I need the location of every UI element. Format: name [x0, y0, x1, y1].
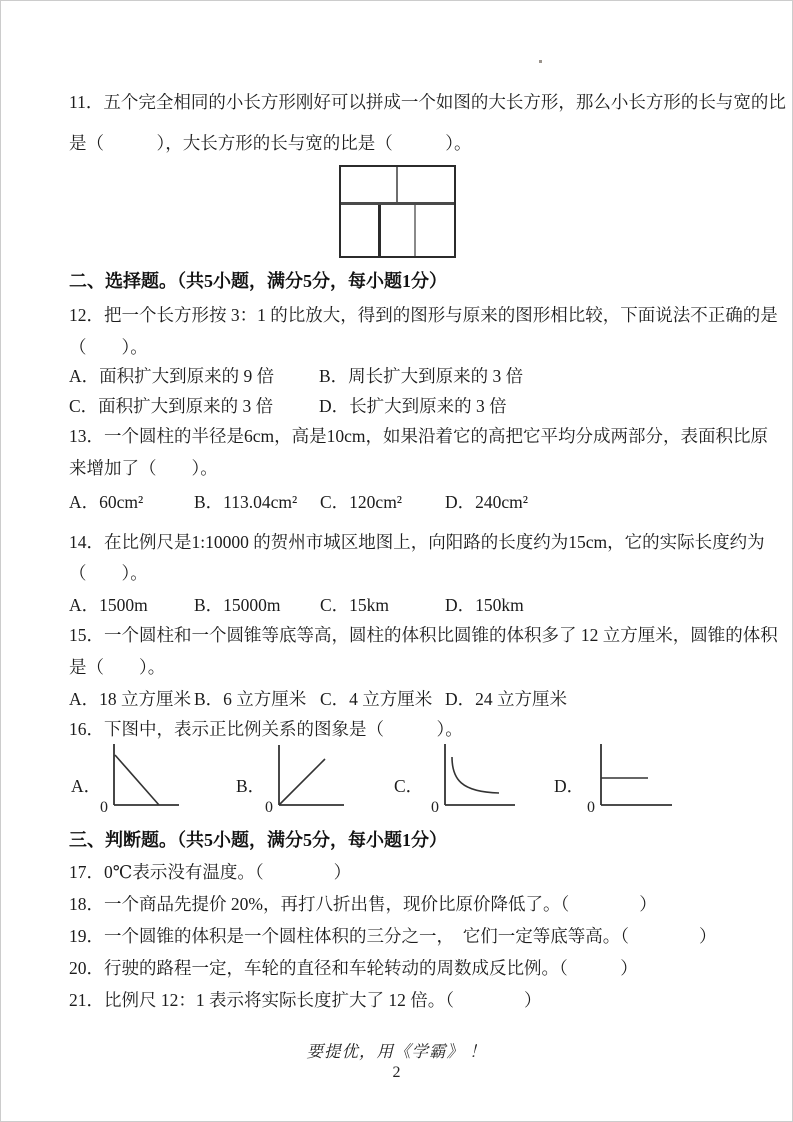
question-14-option-b: B．15000m: [194, 595, 281, 615]
question-15-option-b: B．6 立方厘米: [194, 689, 307, 709]
section-2-heading: 二、选择题。（共5小题，满分5分，每小题1分）: [69, 271, 447, 291]
graph-c-label: C．: [394, 776, 424, 796]
graph-c-hyperbola-curve: [427, 741, 517, 815]
figure-bottom-vertical-divider-1: [378, 205, 381, 256]
question-13-line-1: 13．一个圆柱的半径是6cm，高是10cm，如果沿着它的高把它平均分成两部分，表面积比原: [69, 426, 769, 446]
question-13-option-d: D．240cm²: [445, 492, 529, 512]
graph-b-origin: 0: [265, 799, 273, 815]
question-12-option-b: B．周长扩大到原来的 3 倍: [319, 366, 524, 386]
question-19-line-1: 19．一个圆锥的体积是一个圆柱体积的三分之一， 它们一定等底等高。（ ）: [69, 926, 717, 946]
question-12-option-a: A．面积扩大到原来的 9 倍: [69, 366, 275, 386]
graph-a-label: A．: [71, 776, 102, 796]
section-3-heading: 三、判断题。（共5小题，满分5分，每小题1分）: [69, 830, 447, 850]
question-20-line-1: 20．行驶的路程一定，车轮的直径和车轮转动的周数成反比例。（ ）: [69, 958, 638, 978]
question-15-line-2: 是（ ）。: [69, 657, 166, 677]
footer-slogan: 要提优，用《学霸》 ！: [306, 1042, 487, 1061]
question-13-option-c: C．120cm²: [320, 492, 403, 512]
question-12-line-2: （ ）。: [69, 337, 148, 357]
question-13-line-2: 来增加了（ ）。: [69, 458, 218, 478]
figure-top-vertical-divider: [396, 167, 398, 202]
question-14-option-d: D．150km: [445, 595, 524, 615]
graph-b-label: B．: [236, 776, 266, 796]
question-12-option-d: D．长扩大到原来的 3 倍: [319, 396, 507, 416]
question-12-line-1: 12．把一个长方形按 3：1 的比放大，得到的图形与原来的图形相比较，下面说法不正确的是: [69, 305, 778, 325]
question-16-line-1: 16．下图中，表示正比例关系的图象是（ ）。: [69, 719, 463, 739]
question-15-option-d: D．24 立方厘米: [445, 689, 568, 709]
question-14-option-a: A．1500m: [69, 595, 148, 615]
question-13-option-a: A．60cm²: [69, 492, 144, 512]
graph-c-origin: 0: [431, 799, 439, 815]
question-13-option-b: B．113.04cm²: [194, 492, 298, 512]
question-14-line-1: 14．在比例尺是1:10000 的贺州市城区地图上，向阳路的长度约为15cm，它的实际长度约为: [69, 532, 765, 552]
scan-speck: [539, 60, 542, 63]
question-18-line-1: 18．一个商品先提价 20%，再打八折出售，现价比原价降低了。（ ）: [69, 894, 657, 914]
question-17-line-1: 17．0℃表示没有温度。（ ）: [69, 862, 352, 882]
question-15-option-a: A．18 立方厘米: [69, 689, 192, 709]
figure-bottom-vertical-divider-2: [414, 205, 416, 256]
page-number: 2: [392, 1064, 401, 1081]
graph-d-horizontal-line: [584, 741, 674, 815]
graph-d-origin: 0: [587, 799, 595, 815]
question-15-option-c: C．4 立方厘米: [320, 689, 433, 709]
graph-a-decreasing-line: [97, 741, 187, 815]
question-12-option-c: C．面积扩大到原来的 3 倍: [69, 396, 274, 416]
question-21-line-1: 21．比例尺 12：1 表示将实际长度扩大了 12 倍。（ ）: [69, 990, 542, 1010]
question-15-line-1: 15．一个圆柱和一个圆锥等底等高，圆柱的体积比圆锥的体积多了 12 立方厘米，圆锥的体积: [69, 625, 778, 645]
question-14-option-c: C．15km: [320, 595, 390, 615]
question-14-line-2: （ ）。: [69, 563, 148, 583]
graph-b-proportional-line: [261, 741, 351, 815]
figure-horizontal-divider: [341, 202, 454, 205]
graph-d-label: D．: [554, 776, 585, 796]
question-11-line-1: 11．五个完全相同的小长方形刚好可以拼成一个如图的大长方形，那么小长方形的长与宽的比: [69, 92, 786, 112]
question-11-line-2: 是（ ），大长方形的长与宽的比是（ ）。: [69, 133, 472, 153]
graph-a-origin: 0: [100, 799, 108, 815]
composite-rectangle-figure: [339, 165, 456, 258]
